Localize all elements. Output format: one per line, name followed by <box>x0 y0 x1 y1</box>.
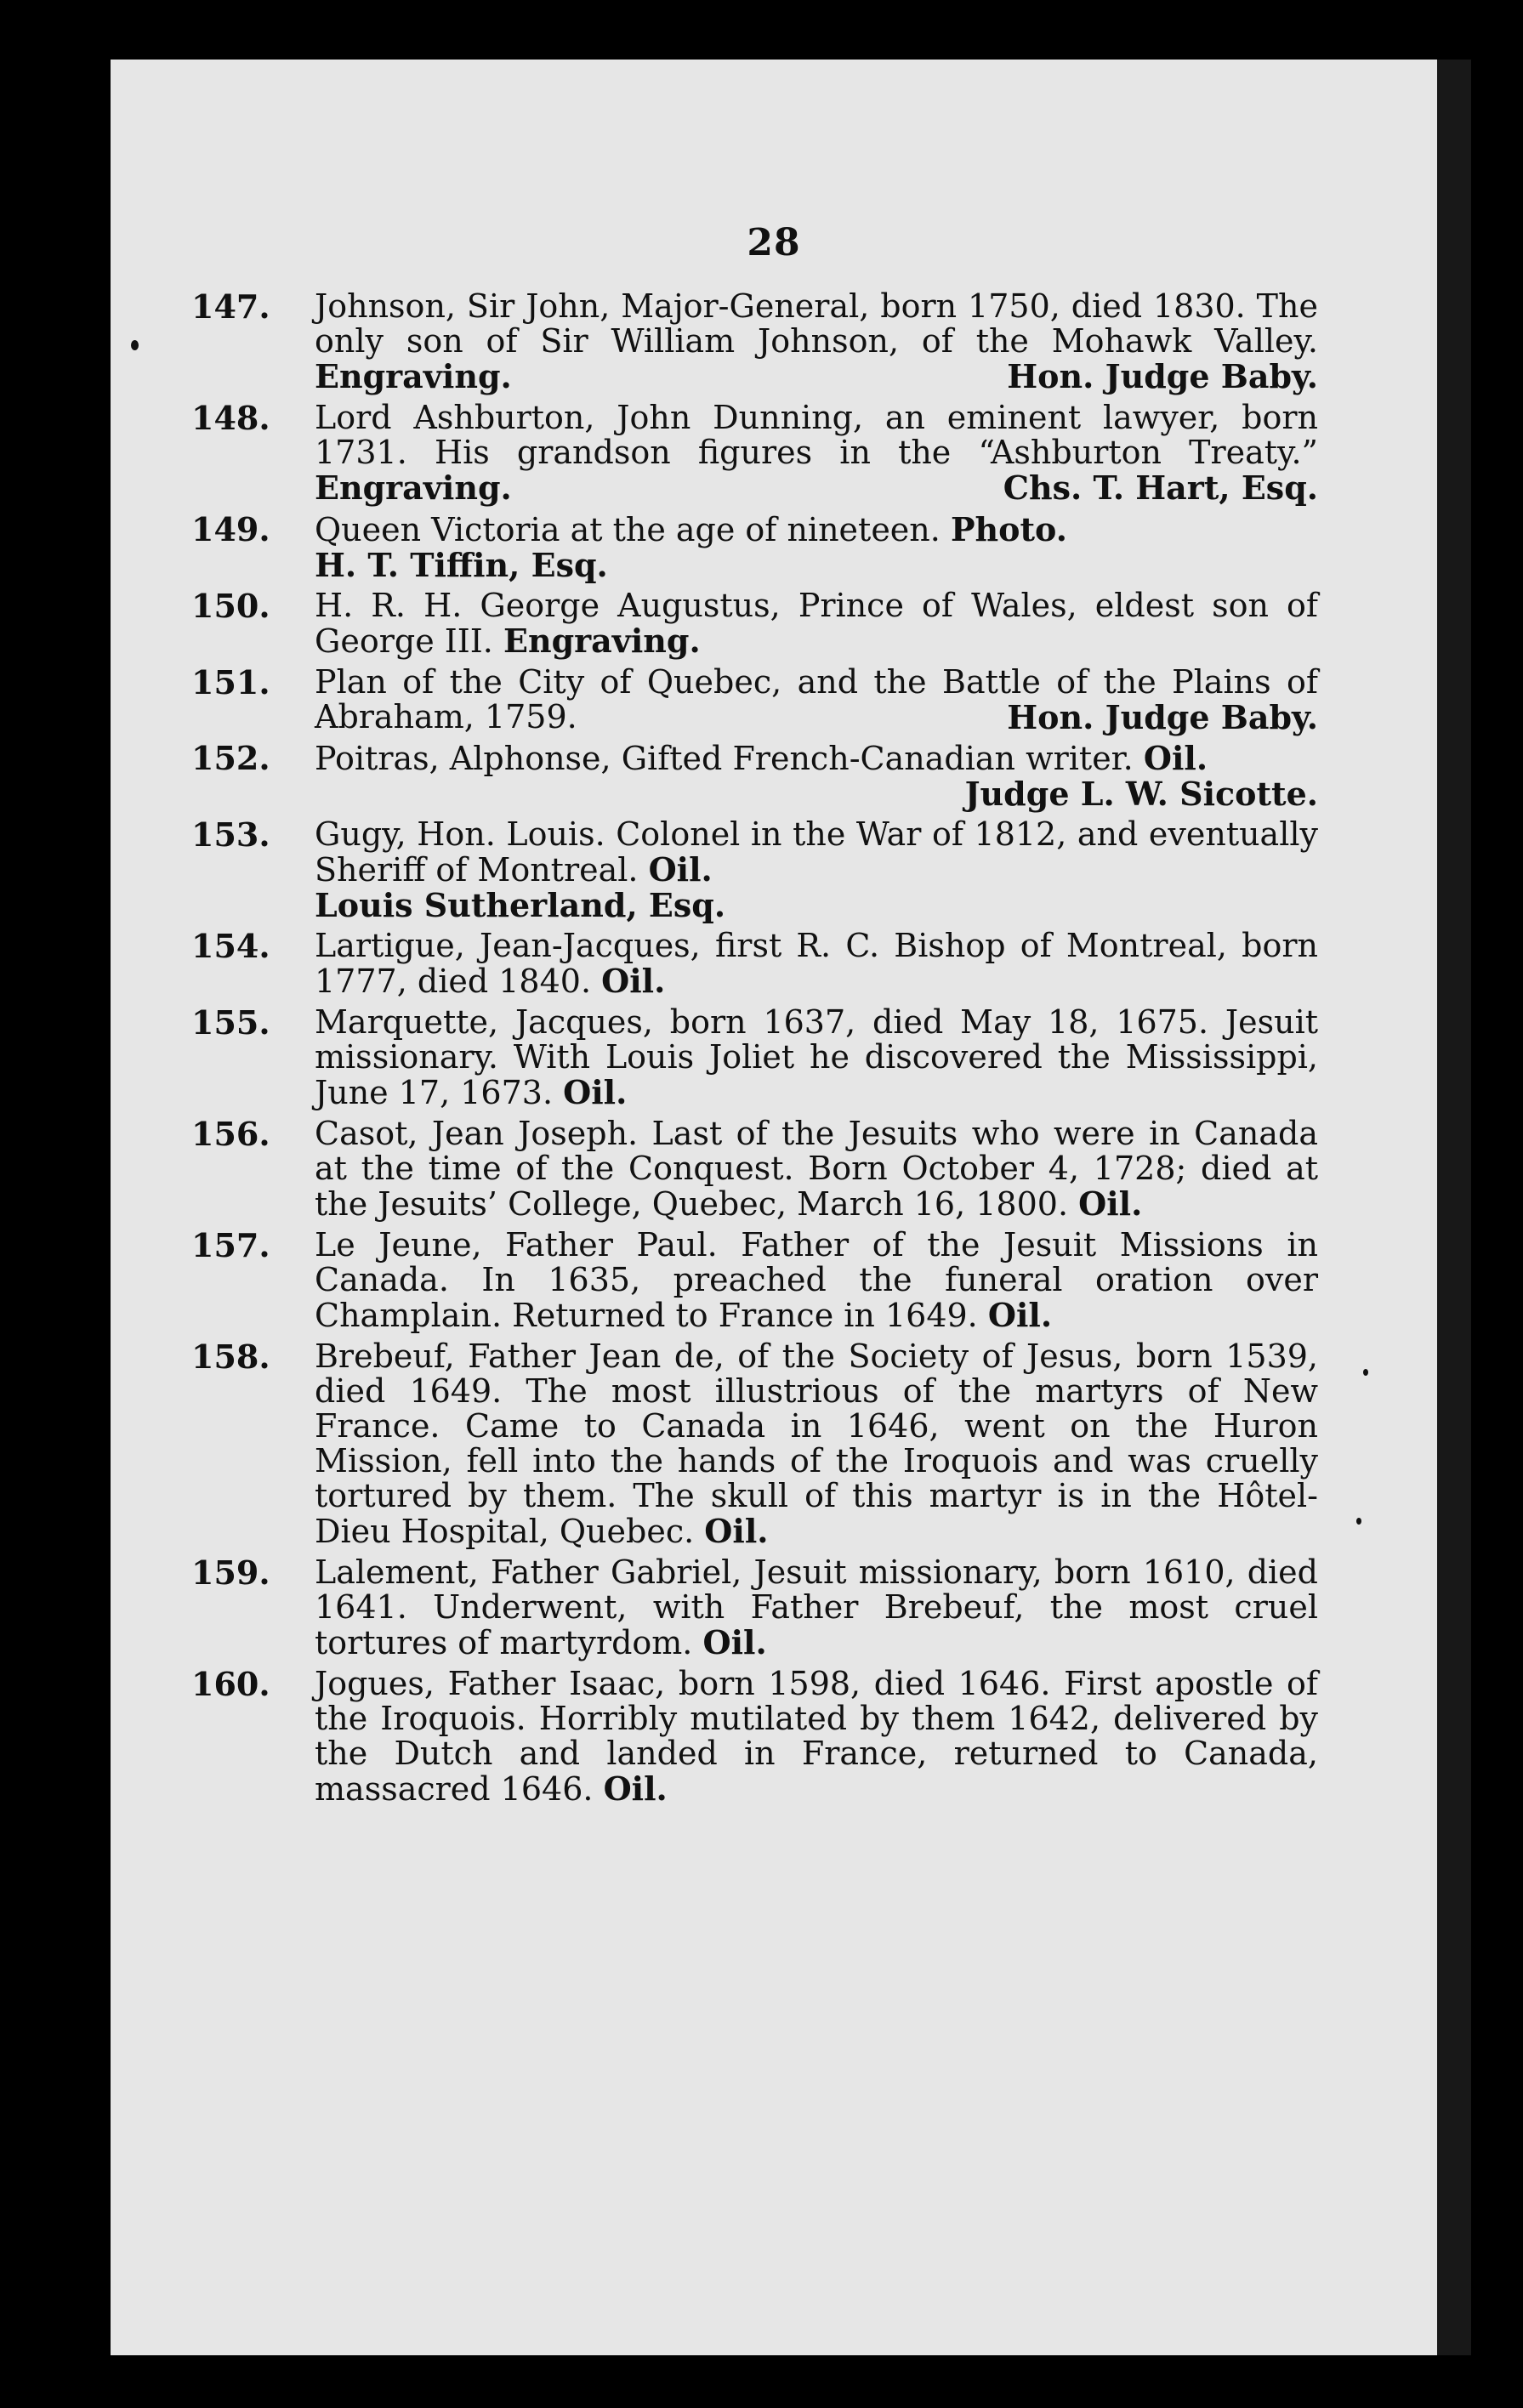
entry-number: 158. <box>191 1337 270 1376</box>
entry-number: 147. <box>191 287 270 326</box>
entry-medium: Oil. <box>601 962 666 1000</box>
entry-text <box>315 289 1318 395</box>
entry-medium: Oil. <box>563 1073 628 1111</box>
entry-owner: H. T. Tiffin, Esq. <box>315 546 608 584</box>
entry-description: Johnson, Sir John, Major-General, born 1750, died 1830. The only son of Sir William Johnson, of the Mohawk Valley. <box>315 287 1318 360</box>
entry-owner: Louis Sutherland, Esq. <box>315 886 726 924</box>
entry-medium: Engraving. <box>315 357 512 395</box>
list-item <box>191 741 1318 811</box>
list-item <box>191 400 1318 506</box>
entry-description: Marquette, Jacques, born 1637, died May 18, 1675. Jesuit missionary. With Louis Joliet he discovered the Mississippi, June 17, 1673. <box>315 1003 1318 1111</box>
entry-description: Le Jeune, Father Paul. Father of the Jesuit Missions in Canada. In 1635, preached the funeral oration over Champlain. Returned to France in 1649. <box>315 1226 1318 1334</box>
entry-owner: Chs. T. Hart, Esq. <box>1003 469 1318 507</box>
entry-medium: Photo. <box>950 510 1067 548</box>
entry-medium: Oil. <box>704 1512 769 1550</box>
entry-text <box>315 588 1318 659</box>
list-item <box>191 1116 1318 1222</box>
entry-medium: Oil. <box>702 1623 767 1661</box>
entry-number: 152. <box>191 739 270 777</box>
entry-number: 157. <box>191 1226 270 1264</box>
list-item <box>191 588 1318 659</box>
entry-number: 160. <box>191 1665 270 1703</box>
entry-text <box>315 1228 1318 1333</box>
entry-text <box>315 400 1318 506</box>
entry-text <box>315 1005 1318 1110</box>
entry-text <box>315 929 1318 999</box>
list-item <box>191 1005 1318 1110</box>
entry-owner: Judge L. W. Sicotte. <box>964 775 1318 813</box>
document-page <box>111 60 1471 2355</box>
entry-text <box>315 665 1318 735</box>
entry-medium: Oil. <box>603 1769 668 1808</box>
entry-description: Poitras, Alphonse, Gifted French-Canadian writer. <box>315 740 1134 777</box>
entry-description: Plan of the City of Quebec, and the Battle of the Plains of Abraham, 1759. <box>315 663 1318 735</box>
entry-number: 154. <box>191 927 270 965</box>
entry-description: H. R. H. George Augustus, Prince of Wales, eldest son of George III. <box>315 587 1318 660</box>
entry-description: Lord Ashburton, John Dunning, an eminent lawyer, born 1731. His grandson figures in the “Ashburton Treaty.” <box>315 399 1318 471</box>
entry-text <box>315 1339 1318 1549</box>
entry-number: 159. <box>191 1553 270 1592</box>
entry-text <box>315 817 1318 923</box>
entry-number: 151. <box>191 663 270 701</box>
list-item <box>191 1667 1318 1807</box>
list-item <box>191 929 1318 999</box>
list-item <box>191 665 1318 735</box>
entry-number: 149. <box>191 510 270 548</box>
list-item <box>191 289 1318 395</box>
entry-text <box>315 741 1318 811</box>
entry-medium: Engraving. <box>315 469 512 507</box>
list-item <box>191 512 1318 582</box>
ink-smudge <box>1363 1369 1368 1376</box>
list-item <box>191 1228 1318 1333</box>
entry-description: Queen Victoria at the age of nineteen. <box>315 511 941 548</box>
entry-number: 155. <box>191 1003 270 1042</box>
entry-description: Gugy, Hon. Louis. Colonel in the War of 1812, and eventually Sheriff of Montreal. <box>315 815 1318 889</box>
list-item <box>191 817 1318 923</box>
entry-medium: Oil. <box>648 850 713 889</box>
ink-smudge <box>131 340 139 350</box>
entry-number: 156. <box>191 1115 270 1153</box>
entry-description: Brebeuf, Father Jean de, of the Society of Jesus, born 1539, died 1649. The most illustrious of the martyrs of New France. Came to Canada in 1646, went on the Huron Mission, fell into the hands of the Iroquois and was cruelly tortured by them. The skull of this martyr is in the Hôtel-Dieu Hospital, Quebec. <box>315 1337 1318 1550</box>
entry-medium: Oil. <box>1143 739 1208 777</box>
entry-owner: Hon. Judge Baby. <box>1007 698 1318 736</box>
entry-medium: Oil. <box>987 1296 1053 1334</box>
entry-list <box>191 289 1318 1813</box>
list-item <box>191 1555 1318 1661</box>
list-item <box>191 1339 1318 1549</box>
entry-description: Lalement, Father Gabriel, Jesuit missionary, born 1610, died 1641. Underwent, with Father Brebeuf, the most cruel tortures of martyrdom. <box>315 1553 1318 1661</box>
entry-text <box>315 1555 1318 1661</box>
entry-description: Jogues, Father Isaac, born 1598, died 1646. First apostle of the Iroquois. Horribly mutilated by them 1642, delivered by the Dutch and landed in France, returned to Canada, massacred 1646. <box>315 1665 1318 1808</box>
entry-description: Casot, Jean Joseph. Last of the Jesuits who were in Canada at the time of the Conquest. Born October 4, 1728; died at the Jesuits’ College, Quebec, March 16, 1800. <box>315 1115 1318 1223</box>
entry-text <box>315 1116 1318 1222</box>
entry-description: Lartigue, Jean-Jacques, first R. C. Bishop of Montreal, born 1777, died 1840. <box>315 927 1318 1000</box>
entry-number: 150. <box>191 587 270 625</box>
entry-number: 153. <box>191 815 270 854</box>
entry-medium: Engraving. <box>503 622 701 660</box>
ink-smudge <box>1356 1518 1361 1525</box>
entry-number: 148. <box>191 399 270 437</box>
entry-owner: Hon. Judge Baby. <box>1007 357 1318 395</box>
entry-medium: Oil. <box>1078 1184 1143 1223</box>
entry-text <box>315 512 1318 582</box>
entry-text <box>315 1667 1318 1807</box>
page-number: 28 <box>747 221 801 264</box>
